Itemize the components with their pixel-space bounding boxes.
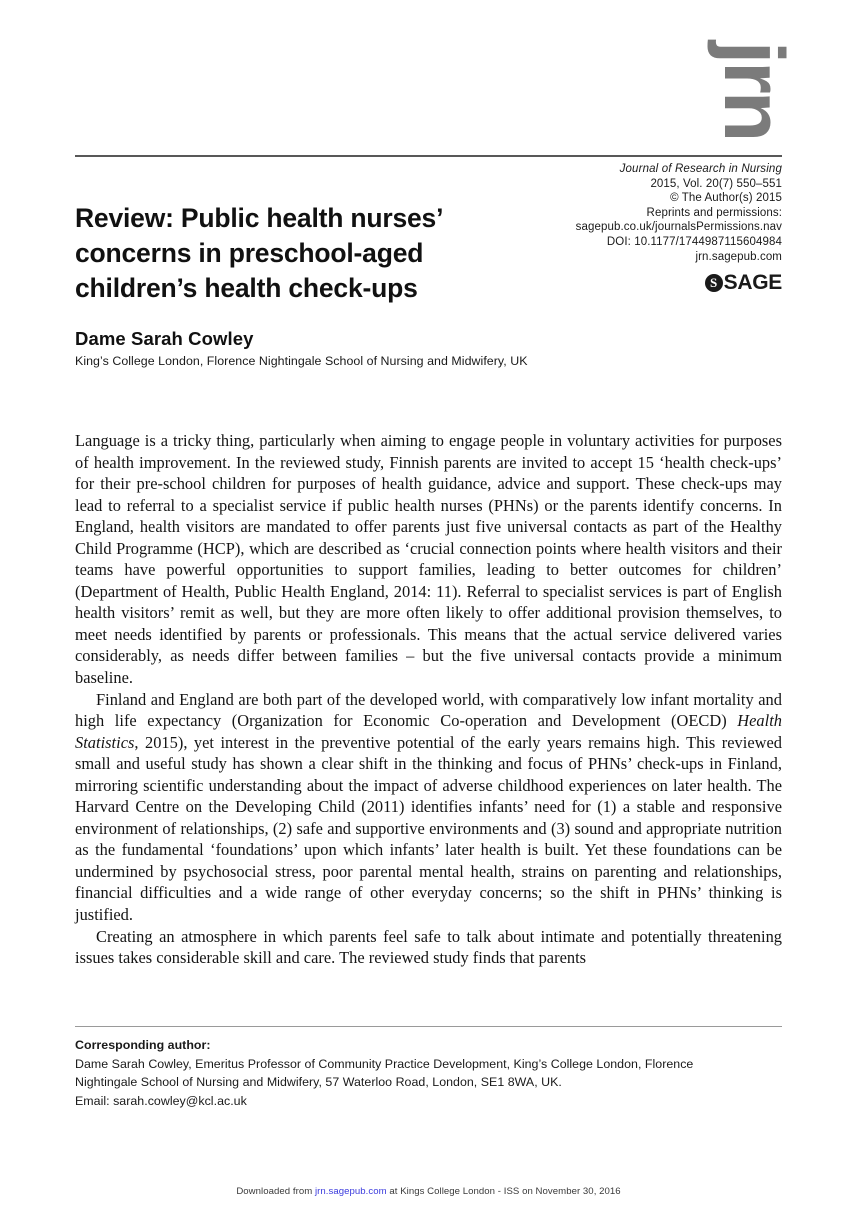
body-text-run: Creating an atmosphere in which parents feel safe to talk about intimate and potentially threatening issues takes considerable skill and care. The reviewed study finds that parents: [75, 926, 782, 968]
journal-logo: [698, 28, 810, 152]
sage-wordmark: SAGE: [723, 271, 782, 294]
body-text-run: , 2015), yet interest in the preventive potential of the early years remains high. This reviewed small and useful study has shown a clear shift in the thinking and focus of PHNs’ check-ups in Finland, mirroring scientific understanding about the impact of adverse childhood experiences on later health. The Harvard Centre on the Developing Child (2011) identifies infants’ need for (1) a stable and responsive environment of relationships, (2) safe and supportive environments and (3) sound and appropriate nutrition as the fundamental ‘foundations’ upon which infants’ later health is built. Yet these foundations can be undermined by psychosocial stress, poor parental mental health, strains on parenting and relationships, financial difficulties and a wide range of other everyday concerns; so the shift in PHNs’ thinking is justified.: [75, 732, 782, 925]
body-paragraph: [75, 926, 782, 969]
corresponding-author-email[interactable]: Email: sarah.cowley@kcl.ac.uk: [75, 1093, 247, 1108]
sage-publisher-logo: [705, 272, 782, 293]
masthead-journal-url[interactable]: jrn.sagepub.com: [695, 250, 782, 263]
masthead-doi[interactable]: DOI: 10.1177/1744987115604984: [606, 235, 782, 248]
download-banner-link[interactable]: jrn.sagepub.com: [314, 1186, 387, 1197]
corresponding-author-line-2: Nightingale School of Nursing and Midwifery, 57 Waterloo Road, London, SE1 8WA, UK.: [75, 1075, 562, 1089]
article-body: [75, 430, 782, 969]
body-paragraph: [75, 430, 782, 689]
masthead-copyright: © The Author(s) 2015: [670, 192, 782, 205]
masthead-issue: 2015, Vol. 20(7) 550–551: [650, 177, 782, 190]
footer-divider: [75, 1026, 782, 1027]
body-text-run: Finland and England are both part of the developed world, with comparatively low infant mortality and high life expectancy (Organization for Economic Co-operation and Development (OECD): [75, 689, 782, 731]
corresponding-author-line-1: Dame Sarah Cowley, Emeritus Professor of Community Practice Development, King’s College London, Florence: [75, 1056, 694, 1071]
page-title: Review: Public health nurses’ concerns in preschool-aged children’s health check-ups: [75, 202, 442, 303]
sage-emblem-icon: S: [705, 274, 723, 292]
author-affiliation: King’s College London, Florence Nightingale School of Nursing and Midwifery, UK: [75, 354, 528, 368]
body-paragraph: [75, 689, 782, 926]
download-banner-prefix: Downloaded from: [236, 1186, 315, 1197]
author-name: Dame Sarah Cowley: [75, 328, 254, 349]
corresponding-author-heading: Corresponding author:: [75, 1038, 211, 1052]
corresponding-author-block: [75, 1036, 782, 1110]
body-text-italic: Health Statistics: [75, 711, 782, 752]
masthead-reprints-label: Reprints and permissions:: [646, 206, 782, 219]
download-banner-suffix: at Kings College London - ISS on November 30, 2016: [386, 1186, 621, 1197]
journal-logo-wordmark: jrn: [707, 40, 801, 140]
masthead-journal-name: Journal of Research in Nursing: [619, 163, 782, 175]
download-banner: [0, 1186, 857, 1198]
masthead-permissions-url[interactable]: sagepub.co.uk/journalsPermissions.nav: [575, 221, 782, 234]
header-divider: [75, 155, 782, 157]
body-text-run: Language is a tricky thing, particularly when aiming to engage people in voluntary activities for purposes of health improvement. In the reviewed study, Finnish parents are invited to accept 15 ‘health check-ups’ for their pre-school children for purposes of health guidance, advice and support. These check-ups may lead to referral to a specialist service if public health nurses (PHNs) or the parents identify concerns. In England, health visitors are mandated to offer parents just five universal contacts as part of the Healthy Child Programme (HCP), which are described as ‘crucial connection points where health visitors and their teams have powerful opportunities to support families, leading to better outcomes for children’ (Department of Health, Public Health England, 2014: 11). Referral to specialist services is part of English health visitors’ remit as well, but they are more often likely to offer additional provision themselves, to meet needs identified by parents or professionals. This means that the actual service delivered varies considerably, as needs differ between families – but the five universal contacts provide a minimum baseline.: [75, 431, 782, 688]
